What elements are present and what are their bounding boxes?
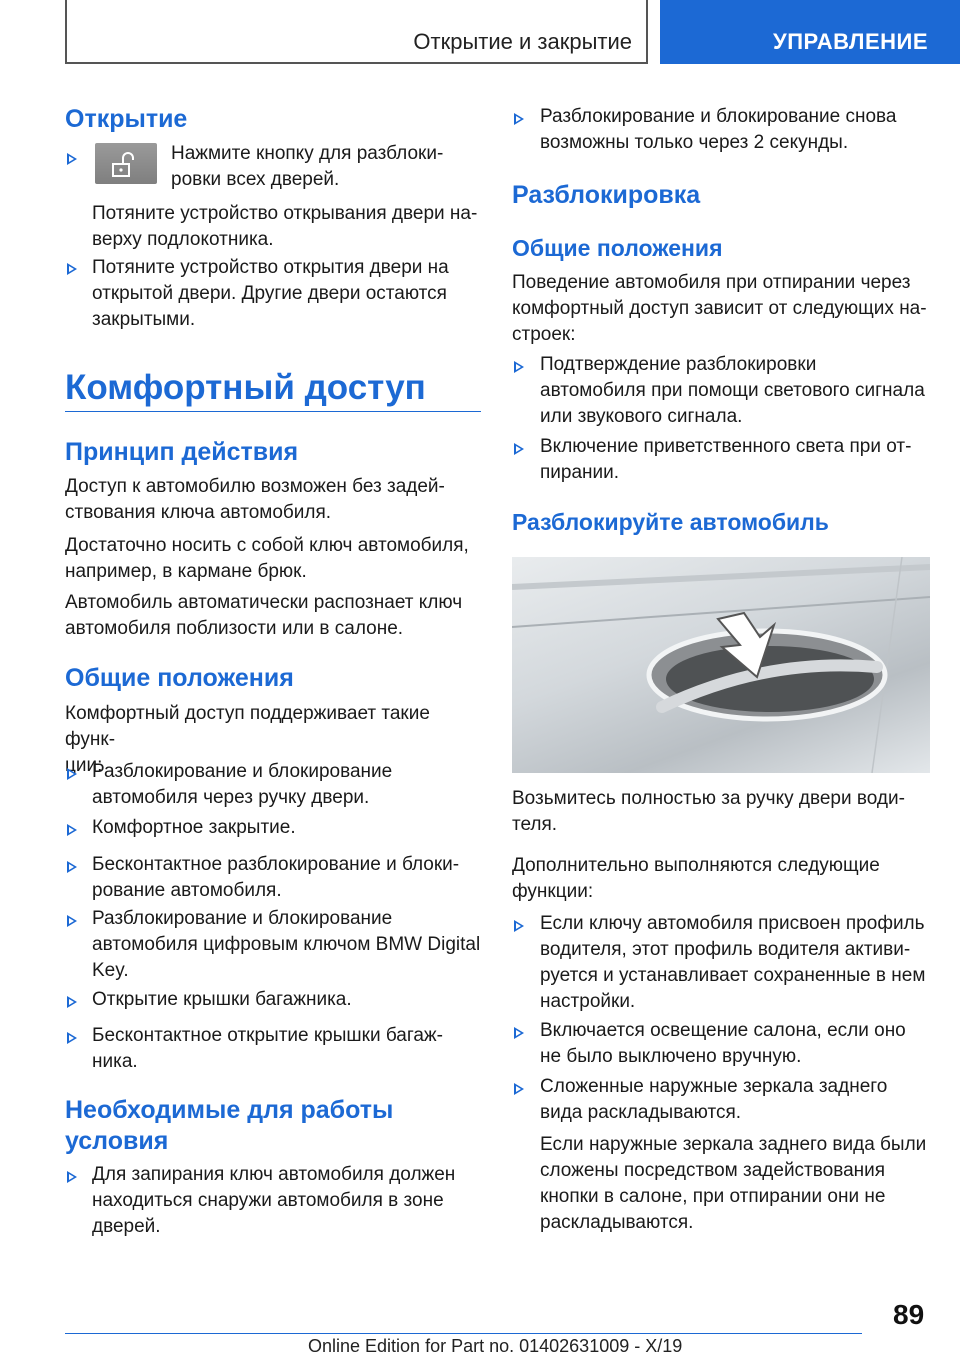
text-line: Достаточно носить с собой ключ автомобиля,: [65, 535, 469, 556]
open-bullet-2: [92, 255, 449, 333]
open-bullet-1: [171, 141, 443, 193]
text-line: Бесконтактное разблокирование и блоки-: [92, 854, 460, 875]
requirement-bullet-1: [92, 1162, 455, 1240]
text-line: раскладываются.: [540, 1212, 694, 1233]
triangle-bullet-icon: [67, 996, 77, 1008]
function-bullet-2: [540, 1018, 906, 1070]
text-line: или звукового сигнала.: [540, 406, 743, 427]
text-line: вида раскладываются.: [540, 1102, 742, 1123]
text-line: Комфортное закрытие.: [92, 817, 296, 838]
text-line: Для запирания ключ автомобиля должен: [92, 1164, 456, 1185]
text-line: возможны только через 2 секунды.: [540, 132, 849, 153]
header-chapter-title: УПРАВЛЕНИЕ: [773, 29, 928, 54]
text-line: дверей.: [92, 1216, 161, 1237]
unlock-general-paragraph: [512, 270, 927, 348]
heading-general-right: Общие положения: [512, 235, 723, 261]
text-line: Доступ к автомобилю возможен без задей-: [65, 476, 445, 497]
text-line: теля.: [512, 814, 558, 835]
triangle-bullet-icon: [67, 263, 77, 275]
text-line: автомобиля поблизости или в салоне.: [65, 618, 404, 639]
function-bullet-1: [540, 911, 925, 1015]
text-line: закрытыми.: [92, 309, 196, 330]
heading-line: условия: [65, 1127, 169, 1155]
general-bullet-5: [92, 987, 352, 1013]
triangle-bullet-icon: [67, 915, 77, 927]
heading-unlocking: Разблокировка: [512, 181, 701, 209]
text-line: Потяните устройство открытия двери на: [92, 257, 449, 278]
triangle-bullet-icon: [514, 1027, 524, 1039]
text-line: Поведение автомобиля при отпирании через: [512, 272, 911, 293]
open-bullet-1-cont: [92, 201, 477, 253]
triangle-bullet-icon: [514, 113, 524, 125]
text-line: открытой двери. Другие двери остаются: [92, 283, 447, 304]
text-line: комфортный доступ зависит от следующих на-: [512, 298, 927, 319]
general-bullet-6: [92, 1023, 443, 1075]
general-bullet-2: [92, 815, 296, 841]
principle-paragraph-1: [65, 474, 445, 526]
heading-unlock-car: Разблокируйте автомобиль: [512, 509, 829, 535]
text-line: ции:: [65, 755, 103, 776]
text-line: сложены посредством задействования: [540, 1160, 886, 1181]
triangle-bullet-icon: [514, 1083, 524, 1095]
door-handle-photo: [512, 557, 930, 773]
header-section-title: Открытие и закрытие: [413, 29, 632, 54]
triangle-bullet-icon: [514, 920, 524, 932]
text-line: Включается освещение салона, если оно: [540, 1020, 906, 1041]
text-line: ника.: [92, 1051, 138, 1072]
text-line: настройки.: [540, 991, 636, 1012]
text-line: Разблокирование и блокирование снова: [540, 106, 897, 127]
principle-paragraph-2: [65, 533, 469, 585]
text-line: ствования ключа автомобиля.: [65, 502, 332, 523]
heading-principle: Принцип действия: [65, 438, 299, 466]
heading-comfort-access: Комфортный доступ: [65, 368, 426, 407]
text-line: автомобиля при помощи светового сигнала: [540, 380, 925, 401]
triangle-bullet-icon: [514, 443, 524, 455]
text-line: руется и устанавливает сохраненные в нем: [540, 965, 926, 986]
text-line: Потяните устройство открывания двери на-: [92, 203, 478, 224]
footer-rule: [65, 1333, 862, 1334]
principle-paragraph-3: [65, 590, 462, 642]
text-line: Комфортный доступ поддерживает такие функ-: [65, 703, 430, 750]
text-line: строек:: [512, 324, 576, 345]
header-section-box: [65, 0, 648, 64]
unlock-button-icon: [95, 143, 157, 184]
function-bullet-3-cont: [540, 1132, 926, 1236]
triangle-bullet-icon: [67, 1171, 77, 1183]
unlock-bullet-1: [540, 352, 925, 430]
footer-edition: Online Edition for Part no. 01402631009 - X/19: [308, 1336, 683, 1356]
text-line: Разблокирование и блокирование: [92, 908, 393, 929]
text-line: не было выключено вручную.: [540, 1046, 802, 1067]
text-line: Разблокирование и блокирование: [92, 761, 393, 782]
general-bullet-4: [92, 906, 480, 984]
text-line: Автомобиль автоматически распознает ключ: [65, 592, 463, 613]
requirement-bullet-2: [540, 104, 897, 156]
text-line: рование автомобиля.: [92, 880, 282, 901]
text-line: кнопки в салоне, при отпирании они не: [540, 1186, 886, 1207]
text-line: Открытие крышки багажника.: [92, 989, 352, 1010]
text-line: Если наружные зеркала заднего вида были: [540, 1134, 927, 1155]
text-line: Дополнительно выполняются следующие: [512, 855, 880, 876]
triangle-bullet-icon: [67, 1032, 77, 1044]
additional-functions-paragraph: [512, 853, 880, 905]
general-bullet-1: [92, 759, 392, 811]
text-line: Нажмите кнопку для разблоки-: [171, 143, 444, 164]
text-line: Включение приветственного света при от-: [540, 436, 912, 457]
header-chapter-tab: [660, 0, 960, 64]
text-line: Key.: [92, 960, 129, 981]
text-line: автомобиля цифровым ключом BMW Digital: [92, 934, 481, 955]
text-line: функции:: [512, 881, 594, 902]
text-line: Сложенные наружные зеркала заднего: [540, 1076, 888, 1097]
grab-handle-paragraph: [512, 786, 905, 838]
heading-underline: [65, 411, 481, 412]
triangle-bullet-icon: [67, 153, 77, 165]
triangle-bullet-icon: [514, 361, 524, 373]
text-line: ровки всех дверей.: [171, 169, 340, 190]
unlock-bullet-2: [540, 434, 911, 486]
text-line: автомобиля через ручку двери.: [92, 787, 370, 808]
text-line: находиться снаружи автомобиля в зоне: [92, 1190, 444, 1211]
heading-general: Общие положения: [65, 664, 294, 692]
text-line: Бесконтактное открытие крышки багаж-: [92, 1025, 443, 1046]
text-line: Возьмитесь полностью за ручку двери води-: [512, 788, 905, 809]
triangle-bullet-icon: [67, 861, 77, 873]
heading-requirements: [65, 1095, 393, 1157]
text-line: пирании.: [540, 462, 620, 483]
heading-open: Открытие: [65, 105, 188, 133]
text-line: например, в кармане брюк.: [65, 561, 307, 582]
general-bullet-3: [92, 852, 459, 904]
text-line: водителя, этот профиль водителя активи-: [540, 939, 911, 960]
text-line: Подтверждение разблокировки: [540, 354, 817, 375]
triangle-bullet-icon: [67, 824, 77, 836]
text-line: Если ключу автомобиля присвоен профиль: [540, 913, 925, 934]
triangle-bullet-icon: [67, 768, 77, 780]
page-number: 89: [893, 1299, 925, 1330]
heading-line: Необходимые для работы: [65, 1096, 394, 1124]
text-line: верху подлокотника.: [92, 229, 274, 250]
function-bullet-3: [540, 1074, 887, 1126]
